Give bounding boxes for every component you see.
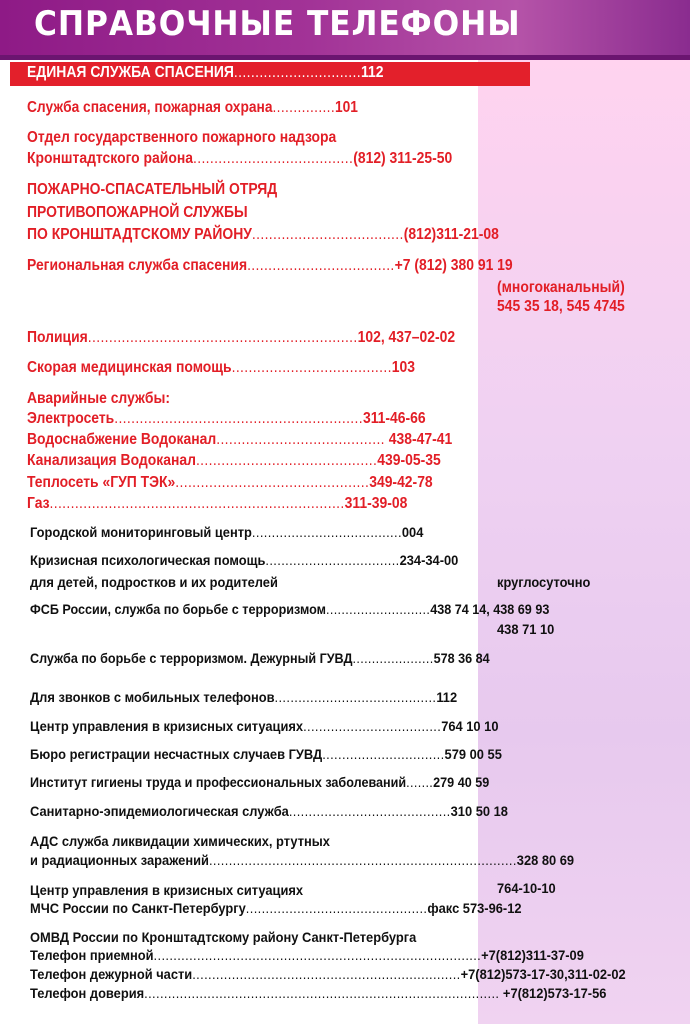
leader-dots: ...................................... bbox=[193, 150, 354, 167]
entry-edds-112 bbox=[27, 64, 383, 82]
entry-number: 101 bbox=[335, 99, 358, 116]
leader-dots: ........................................................... bbox=[114, 410, 363, 427]
entry-number: +7(812)573-17-30,311-02-02 bbox=[460, 966, 626, 982]
entry-electric bbox=[27, 410, 426, 428]
entry-psych-3 bbox=[497, 574, 590, 590]
entry-label: ПОЖАРНО-СПАСАТЕЛЬНЫЙ ОТРЯД bbox=[27, 181, 278, 198]
leader-dots: ...................................... bbox=[251, 524, 402, 540]
entry-label: МЧС России по Санкт-Петербургу bbox=[30, 900, 246, 916]
entry-number: 234-34-00 bbox=[399, 552, 459, 568]
entry-label: Санитарно-эпидемиологическая служба bbox=[30, 803, 289, 819]
entry-number: 764 10 10 bbox=[441, 718, 499, 734]
leader-dots: .......................................................................................... bbox=[144, 985, 500, 1001]
entry-number: 349-42-78 bbox=[369, 474, 433, 491]
entry-sanitary bbox=[30, 803, 508, 819]
leader-dots: .................................... bbox=[251, 226, 404, 243]
entry-mobile bbox=[30, 689, 457, 705]
entry-gas bbox=[27, 495, 407, 513]
entry-omvd-reception bbox=[30, 947, 584, 963]
entry-label: АДС служба ликвидации химических, ртутных bbox=[30, 833, 330, 849]
entry-number: 004 bbox=[401, 524, 424, 540]
entry-number: 311-39-08 bbox=[344, 495, 408, 512]
entry-mchs-1-num bbox=[497, 880, 556, 896]
leader-dots: ........................................... bbox=[195, 452, 378, 469]
leader-dots: ............................... bbox=[322, 746, 445, 762]
entry-label: Кронштадтского района bbox=[27, 150, 194, 167]
entry-label: ЕДИНАЯ СЛУЖБА СПАСЕНИЯ bbox=[27, 64, 234, 81]
leader-dots: ..................... bbox=[352, 650, 434, 666]
entry-label: Телефон приемной bbox=[30, 947, 154, 963]
entry-fsb-1 bbox=[30, 601, 549, 617]
entry-regional-rescue bbox=[27, 257, 513, 275]
entry-regional-rescue-3 bbox=[497, 298, 625, 316]
entry-number: (812) 311-25-50 bbox=[353, 150, 453, 167]
entry-monitoring bbox=[30, 524, 423, 540]
leader-dots: .............................................. bbox=[245, 900, 428, 916]
entry-label: (многоканальный) bbox=[497, 279, 625, 296]
leader-dots: ........................... bbox=[325, 601, 431, 617]
entry-number: +7 (812) 380 91 19 bbox=[394, 257, 513, 274]
entry-label: ПО КРОНШТАДТСКОМУ РАЙОНУ bbox=[27, 226, 252, 243]
entry-label: ПРОТИВОПОЖАРНОЙ СЛУЖБЫ bbox=[27, 204, 248, 221]
entry-label: Центр управления в кризисных ситуациях bbox=[30, 718, 304, 734]
entry-number: 310 50 18 bbox=[450, 803, 508, 819]
leader-dots: .................................................................... bbox=[192, 966, 461, 982]
entry-chem-2 bbox=[30, 852, 574, 868]
entry-rescue-fire-101 bbox=[27, 99, 358, 117]
entry-omvd-heading bbox=[30, 929, 416, 945]
leader-dots: ................................... bbox=[247, 257, 395, 274]
leader-dots: ................................................................................... bbox=[153, 947, 482, 963]
entry-fire-brigade-1 bbox=[27, 181, 277, 199]
entry-label: Телефон дежурной части bbox=[30, 966, 193, 982]
entry-label: 545 35 18, 545 4745 bbox=[497, 298, 625, 315]
leader-dots: .............................................. bbox=[175, 474, 370, 491]
entry-chem-1 bbox=[30, 833, 330, 849]
leader-dots: .............................................................................. bbox=[208, 852, 517, 868]
entry-label: Отдел государственного пожарного надзора bbox=[27, 129, 337, 146]
entry-label: ОМВД России по Кронштадтскому району Санкт-Петербурга bbox=[30, 929, 417, 945]
entry-label: Теплосеть «ГУП ТЭК» bbox=[27, 474, 176, 491]
entry-label: Городской мониторинговый центр bbox=[30, 524, 252, 540]
entry-accidents bbox=[30, 746, 502, 762]
leader-dots: ...................................................................... bbox=[49, 495, 345, 512]
entry-label: Служба по борьбе с терроризмом. Дежурный ГУВД bbox=[30, 650, 353, 666]
entry-label: Для звонков с мобильных телефонов bbox=[30, 689, 275, 705]
entry-label: Институт гигиены труда и профессиональных заболеваний bbox=[30, 774, 407, 790]
entry-label: Газ bbox=[27, 495, 50, 512]
entry-label: 764-10-10 bbox=[497, 880, 556, 896]
leader-dots: ......................................... bbox=[288, 803, 451, 819]
entry-mchs-2 bbox=[30, 900, 522, 916]
entry-label: для детей, подростков и их родителей bbox=[30, 574, 278, 590]
entry-label: Водоснабжение Водоканал bbox=[27, 431, 217, 448]
entry-number: +7(812)573-17-56 bbox=[499, 985, 607, 1001]
entry-number: 578 36 84 bbox=[433, 650, 490, 666]
entry-emergency-heading bbox=[27, 390, 170, 408]
entry-label: Бюро регистрации несчастных случаев ГУВД bbox=[30, 746, 323, 762]
header-banner bbox=[0, 0, 690, 60]
entry-number: факс 573-96-12 bbox=[427, 900, 522, 916]
entry-antiterror bbox=[30, 650, 490, 666]
entry-omvd-duty bbox=[30, 966, 626, 982]
entry-label: и радиационных заражений bbox=[30, 852, 209, 868]
entry-label: 438 71 10 bbox=[497, 621, 555, 637]
leader-dots: ................................... bbox=[303, 718, 442, 734]
entry-ambulance bbox=[27, 359, 415, 377]
entry-omvd-trust bbox=[30, 985, 606, 1001]
entry-number: 102, 437–02-02 bbox=[357, 329, 456, 346]
entry-label: Кризисная психологическая помощь bbox=[30, 552, 266, 568]
leader-dots: ....... bbox=[406, 774, 434, 790]
entry-psych-2 bbox=[30, 574, 278, 590]
entry-label: Телефон доверия bbox=[30, 985, 145, 1001]
entry-heating bbox=[27, 474, 433, 492]
entry-fire-supervision-1 bbox=[27, 129, 336, 147]
entry-psych-1 bbox=[30, 552, 458, 568]
entry-number: 112 bbox=[436, 689, 458, 705]
entry-label: Полиция bbox=[27, 329, 88, 346]
entry-number: 103 bbox=[391, 359, 416, 376]
entry-fire-brigade-3 bbox=[27, 226, 499, 244]
entry-label: круглосуточно bbox=[497, 574, 591, 590]
leader-dots: .................................. bbox=[265, 552, 400, 568]
entry-crisis-center bbox=[30, 718, 499, 734]
entry-label: Электросеть bbox=[27, 410, 115, 427]
entry-number: 579 00 55 bbox=[444, 746, 502, 762]
leader-dots: ............... bbox=[272, 99, 336, 116]
entry-water bbox=[27, 431, 452, 449]
leader-dots: .............................. bbox=[233, 64, 361, 81]
entry-label: Скорая медицинская помощь bbox=[27, 359, 232, 376]
entry-fire-brigade-2 bbox=[27, 204, 248, 222]
entry-number: 438-47-41 bbox=[384, 431, 453, 448]
entry-number: 279 40 59 bbox=[433, 774, 490, 790]
entry-label: Центр управления в кризисных ситуациях bbox=[30, 882, 304, 898]
leader-dots: ......................................... bbox=[274, 689, 437, 705]
leader-dots: ................................................................ bbox=[87, 329, 358, 346]
entry-number: 311-46-66 bbox=[362, 410, 426, 427]
entry-label: Служба спасения, пожарная охрана bbox=[27, 99, 273, 116]
page-title: СПРАВОЧНЫЕ ТЕЛЕФОНЫ bbox=[34, 4, 521, 44]
leader-dots: ........................................ bbox=[216, 431, 385, 448]
entry-fsb-2 bbox=[497, 621, 554, 637]
entry-regional-rescue-2 bbox=[497, 279, 625, 297]
entry-number: 438 74 14, 438 69 93 bbox=[430, 601, 550, 617]
entry-label: Региональная служба спасения bbox=[27, 257, 248, 274]
entry-fire-supervision-2 bbox=[27, 150, 452, 168]
entry-number: 328 80 69 bbox=[516, 852, 575, 868]
entry-number: 112 bbox=[360, 64, 384, 81]
entry-hygiene bbox=[30, 774, 489, 790]
entry-label: ФСБ России, служба по борьбе с терроризмом bbox=[30, 601, 326, 617]
entry-label: Канализация Водоканал bbox=[27, 452, 196, 469]
entry-sewer bbox=[27, 452, 441, 470]
leader-dots: ...................................... bbox=[231, 359, 392, 376]
entry-number: 439-05-35 bbox=[377, 452, 441, 469]
entry-number: (812)311-21-08 bbox=[403, 226, 499, 243]
entry-police bbox=[27, 329, 455, 347]
entry-number: +7(812)311-37-09 bbox=[481, 947, 584, 963]
entry-label: Аварийные службы: bbox=[27, 390, 170, 407]
entry-mchs-1 bbox=[30, 882, 303, 898]
